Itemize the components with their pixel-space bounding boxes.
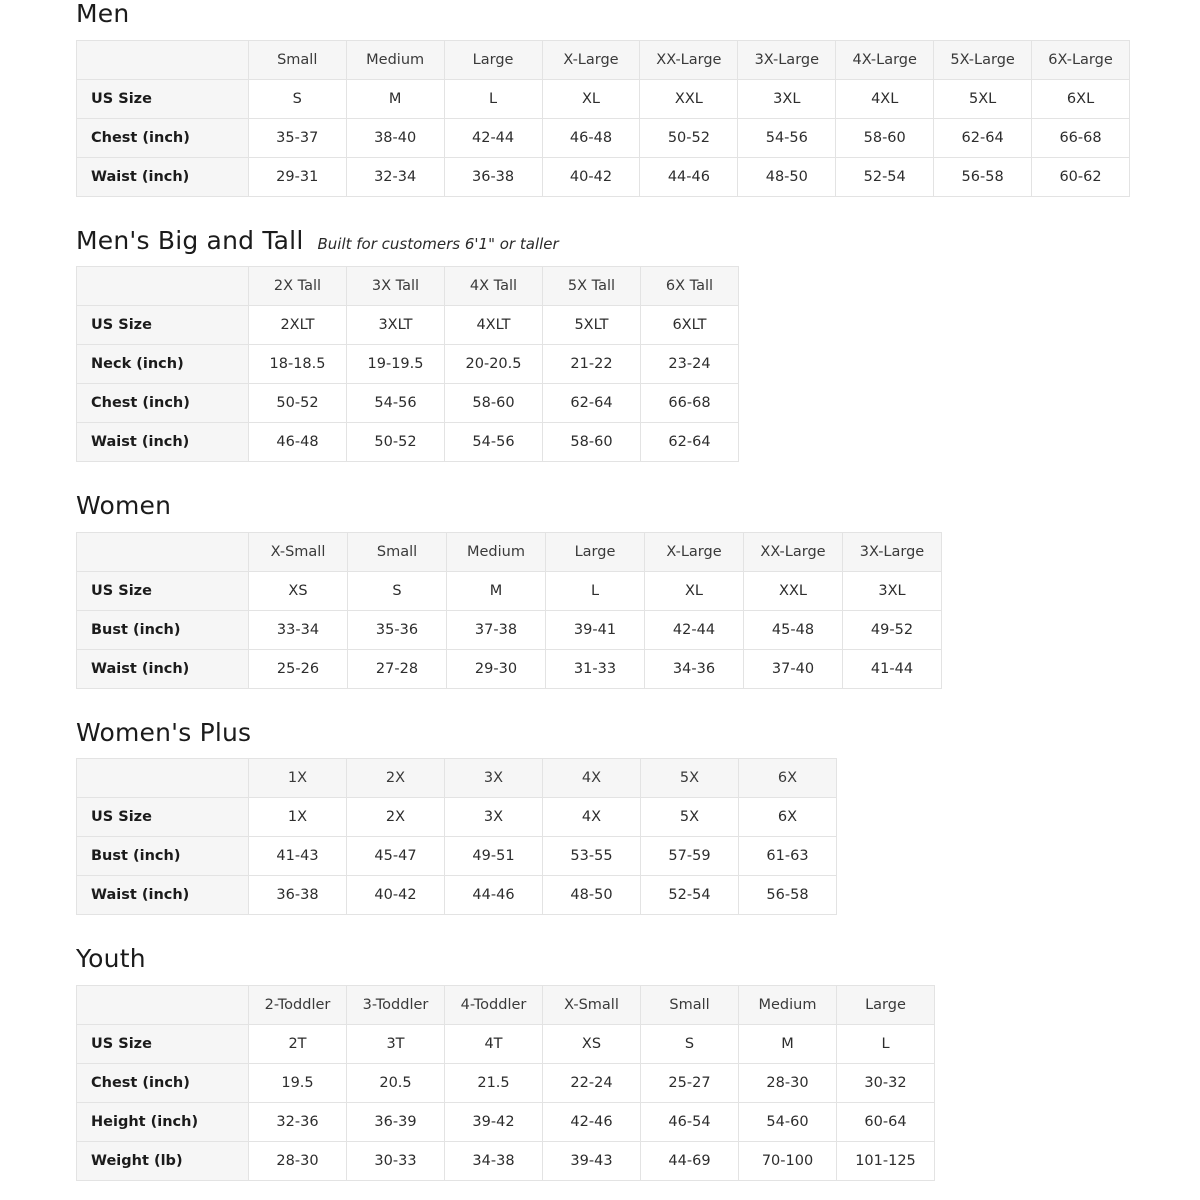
section-title: Women bbox=[76, 491, 172, 520]
table-header-row bbox=[77, 985, 935, 1024]
column-header: 2-Toddler bbox=[249, 985, 347, 1024]
size-table bbox=[76, 40, 1130, 197]
measurement-cell: 53-55 bbox=[543, 837, 641, 876]
table-row bbox=[77, 345, 739, 384]
row-label: Chest (inch) bbox=[77, 118, 249, 157]
measurement-cell: 32-36 bbox=[249, 1102, 347, 1141]
measurement-cell: 61-63 bbox=[739, 837, 837, 876]
measurement-cell: 18-18.5 bbox=[249, 345, 347, 384]
measurement-cell: 34-38 bbox=[445, 1141, 543, 1180]
column-header: 5X-Large bbox=[934, 40, 1032, 79]
table-row bbox=[77, 423, 739, 462]
column-header: X-Small bbox=[543, 985, 641, 1024]
size-table bbox=[76, 266, 739, 462]
section-header bbox=[76, 492, 1130, 520]
measurement-cell: 28-30 bbox=[739, 1063, 837, 1102]
measurement-cell: 30-32 bbox=[837, 1063, 935, 1102]
row-label: Waist (inch) bbox=[77, 649, 249, 688]
measurement-cell: 42-44 bbox=[645, 610, 744, 649]
column-header: 3X-Large bbox=[843, 532, 942, 571]
measurement-cell: XXL bbox=[744, 571, 843, 610]
measurement-cell: 4X bbox=[543, 798, 641, 837]
measurement-cell: 48-50 bbox=[543, 876, 641, 915]
measurement-cell: 36-38 bbox=[249, 876, 347, 915]
column-header: 4X bbox=[543, 759, 641, 798]
measurement-cell: 5XL bbox=[934, 79, 1032, 118]
column-header: X-Large bbox=[542, 40, 640, 79]
measurement-cell: 6XLT bbox=[641, 306, 739, 345]
section-title: Men bbox=[76, 0, 130, 28]
table-corner-cell bbox=[77, 532, 249, 571]
measurement-cell: L bbox=[837, 1024, 935, 1063]
measurement-cell: 49-51 bbox=[445, 837, 543, 876]
table-row bbox=[77, 1141, 935, 1180]
measurement-cell: 54-60 bbox=[739, 1102, 837, 1141]
measurement-cell: 54-56 bbox=[347, 384, 445, 423]
measurement-cell: XL bbox=[645, 571, 744, 610]
table-corner-cell bbox=[77, 40, 249, 79]
table-row bbox=[77, 837, 837, 876]
measurement-cell: M bbox=[739, 1024, 837, 1063]
measurement-cell: 50-52 bbox=[640, 118, 738, 157]
measurement-cell: 46-48 bbox=[542, 118, 640, 157]
column-header: X-Large bbox=[645, 532, 744, 571]
measurement-cell: 31-33 bbox=[546, 649, 645, 688]
row-label: Neck (inch) bbox=[77, 345, 249, 384]
table-row bbox=[77, 306, 739, 345]
column-header: Small bbox=[348, 532, 447, 571]
measurement-cell: 57-59 bbox=[641, 837, 739, 876]
column-header: 4-Toddler bbox=[445, 985, 543, 1024]
measurement-cell: 58-60 bbox=[445, 384, 543, 423]
row-label: US Size bbox=[77, 306, 249, 345]
measurement-cell: 33-34 bbox=[249, 610, 348, 649]
size-table bbox=[76, 985, 935, 1181]
table-header-row bbox=[77, 532, 942, 571]
measurement-cell: 42-46 bbox=[543, 1102, 641, 1141]
measurement-cell: 38-40 bbox=[346, 118, 444, 157]
measurement-cell: 42-44 bbox=[444, 118, 542, 157]
measurement-cell: 50-52 bbox=[347, 423, 445, 462]
size-section bbox=[76, 492, 1130, 689]
measurement-cell: 34-36 bbox=[645, 649, 744, 688]
section-title: Youth bbox=[76, 944, 146, 973]
measurement-cell: 58-60 bbox=[543, 423, 641, 462]
column-header: 6X Tall bbox=[641, 267, 739, 306]
measurement-cell: 40-42 bbox=[347, 876, 445, 915]
measurement-cell: 2X bbox=[347, 798, 445, 837]
table-row bbox=[77, 1102, 935, 1141]
measurement-cell: 56-58 bbox=[739, 876, 837, 915]
measurement-cell: 29-31 bbox=[248, 157, 346, 196]
column-header: Small bbox=[248, 40, 346, 79]
measurement-cell: 4XLT bbox=[445, 306, 543, 345]
measurement-cell: 44-69 bbox=[641, 1141, 739, 1180]
measurement-cell: 58-60 bbox=[836, 118, 934, 157]
measurement-cell: 3T bbox=[347, 1024, 445, 1063]
measurement-cell: 45-47 bbox=[347, 837, 445, 876]
column-header: Medium bbox=[346, 40, 444, 79]
measurement-cell: 50-52 bbox=[249, 384, 347, 423]
table-row bbox=[77, 79, 1130, 118]
column-header: 6X bbox=[739, 759, 837, 798]
column-header: 5X bbox=[641, 759, 739, 798]
table-corner-cell bbox=[77, 267, 249, 306]
measurement-cell: 39-43 bbox=[543, 1141, 641, 1180]
size-section bbox=[76, 0, 1130, 197]
column-header: 3X-Large bbox=[738, 40, 836, 79]
measurement-cell: 2T bbox=[249, 1024, 347, 1063]
column-header: Small bbox=[641, 985, 739, 1024]
measurement-cell: 45-48 bbox=[744, 610, 843, 649]
measurement-cell: 21.5 bbox=[445, 1063, 543, 1102]
measurement-cell: 40-42 bbox=[542, 157, 640, 196]
measurement-cell: 46-54 bbox=[641, 1102, 739, 1141]
size-chart-sections bbox=[76, 0, 1130, 1181]
section-header bbox=[76, 227, 1130, 255]
table-corner-cell bbox=[77, 985, 249, 1024]
measurement-cell: XXL bbox=[640, 79, 738, 118]
row-label: US Size bbox=[77, 79, 249, 118]
row-label: Chest (inch) bbox=[77, 1063, 249, 1102]
table-row bbox=[77, 649, 942, 688]
table-row bbox=[77, 157, 1130, 196]
measurement-cell: 39-42 bbox=[445, 1102, 543, 1141]
measurement-cell: 101-125 bbox=[837, 1141, 935, 1180]
measurement-cell: 6X bbox=[739, 798, 837, 837]
measurement-cell: XL bbox=[542, 79, 640, 118]
row-label: Waist (inch) bbox=[77, 876, 249, 915]
column-header: Medium bbox=[739, 985, 837, 1024]
section-note: Built for customers 6'1" or taller bbox=[317, 234, 559, 253]
table-row bbox=[77, 1024, 935, 1063]
row-label: Waist (inch) bbox=[77, 157, 249, 196]
column-header: 5X Tall bbox=[543, 267, 641, 306]
section-header bbox=[76, 945, 1130, 973]
measurement-cell: L bbox=[546, 571, 645, 610]
measurement-cell: 3X bbox=[445, 798, 543, 837]
measurement-cell: XS bbox=[543, 1024, 641, 1063]
table-header-row bbox=[77, 267, 739, 306]
measurement-cell: 28-30 bbox=[249, 1141, 347, 1180]
measurement-cell: XS bbox=[249, 571, 348, 610]
measurement-cell: 48-50 bbox=[738, 157, 836, 196]
measurement-cell: 70-100 bbox=[739, 1141, 837, 1180]
measurement-cell: S bbox=[641, 1024, 739, 1063]
measurement-cell: 35-37 bbox=[248, 118, 346, 157]
measurement-cell: 39-41 bbox=[546, 610, 645, 649]
table-row bbox=[77, 798, 837, 837]
measurement-cell: 60-64 bbox=[837, 1102, 935, 1141]
measurement-cell: 36-38 bbox=[444, 157, 542, 196]
measurement-cell: S bbox=[348, 571, 447, 610]
table-header-row bbox=[77, 40, 1130, 79]
measurement-cell: 37-38 bbox=[447, 610, 546, 649]
table-corner-cell bbox=[77, 759, 249, 798]
measurement-cell: 3XLT bbox=[347, 306, 445, 345]
measurement-cell: M bbox=[346, 79, 444, 118]
measurement-cell: 66-68 bbox=[1032, 118, 1130, 157]
size-table bbox=[76, 758, 837, 915]
measurement-cell: 21-22 bbox=[543, 345, 641, 384]
measurement-cell: 5X bbox=[641, 798, 739, 837]
row-label: Weight (lb) bbox=[77, 1141, 249, 1180]
measurement-cell: 30-33 bbox=[347, 1141, 445, 1180]
measurement-cell: 41-43 bbox=[249, 837, 347, 876]
measurement-cell: 54-56 bbox=[445, 423, 543, 462]
column-header: XX-Large bbox=[744, 532, 843, 571]
measurement-cell: 20-20.5 bbox=[445, 345, 543, 384]
column-header: 3X bbox=[445, 759, 543, 798]
row-label: Chest (inch) bbox=[77, 384, 249, 423]
measurement-cell: 52-54 bbox=[641, 876, 739, 915]
measurement-cell: 62-64 bbox=[934, 118, 1032, 157]
section-header bbox=[76, 0, 1130, 28]
section-title: Men's Big and Tall bbox=[76, 225, 304, 255]
measurement-cell: 37-40 bbox=[744, 649, 843, 688]
section-title: Women's Plus bbox=[76, 717, 252, 747]
measurement-cell: 3XL bbox=[738, 79, 836, 118]
measurement-cell: 52-54 bbox=[836, 157, 934, 196]
table-row bbox=[77, 876, 837, 915]
column-header: Large bbox=[837, 985, 935, 1024]
measurement-cell: 49-52 bbox=[843, 610, 942, 649]
column-header: Large bbox=[546, 532, 645, 571]
measurement-cell: 20.5 bbox=[347, 1063, 445, 1102]
measurement-cell: 44-46 bbox=[640, 157, 738, 196]
measurement-cell: 1X bbox=[249, 798, 347, 837]
measurement-cell: 5XLT bbox=[543, 306, 641, 345]
measurement-cell: 56-58 bbox=[934, 157, 1032, 196]
measurement-cell: 6XL bbox=[1032, 79, 1130, 118]
measurement-cell: 66-68 bbox=[641, 384, 739, 423]
table-row bbox=[77, 571, 942, 610]
column-header: X-Small bbox=[249, 532, 348, 571]
measurement-cell: 25-26 bbox=[249, 649, 348, 688]
measurement-cell: 60-62 bbox=[1032, 157, 1130, 196]
row-label: Waist (inch) bbox=[77, 423, 249, 462]
column-header: 4X Tall bbox=[445, 267, 543, 306]
column-header: 1X bbox=[249, 759, 347, 798]
measurement-cell: 2XLT bbox=[249, 306, 347, 345]
column-header: 6X-Large bbox=[1032, 40, 1130, 79]
measurement-cell: L bbox=[444, 79, 542, 118]
measurement-cell: 19-19.5 bbox=[347, 345, 445, 384]
column-header: 3X Tall bbox=[347, 267, 445, 306]
size-section bbox=[76, 945, 1130, 1181]
measurement-cell: 44-46 bbox=[445, 876, 543, 915]
section-header bbox=[76, 719, 1130, 747]
measurement-cell: 41-44 bbox=[843, 649, 942, 688]
measurement-cell: 22-24 bbox=[543, 1063, 641, 1102]
measurement-cell: 62-64 bbox=[641, 423, 739, 462]
measurement-cell: 25-27 bbox=[641, 1063, 739, 1102]
measurement-cell: S bbox=[248, 79, 346, 118]
column-header: Medium bbox=[447, 532, 546, 571]
column-header: 2X Tall bbox=[249, 267, 347, 306]
measurement-cell: 23-24 bbox=[641, 345, 739, 384]
column-header: XX-Large bbox=[640, 40, 738, 79]
measurement-cell: 32-34 bbox=[346, 157, 444, 196]
row-label: US Size bbox=[77, 571, 249, 610]
table-row bbox=[77, 118, 1130, 157]
column-header: 3-Toddler bbox=[347, 985, 445, 1024]
column-header: 2X bbox=[347, 759, 445, 798]
measurement-cell: 46-48 bbox=[249, 423, 347, 462]
row-label: Bust (inch) bbox=[77, 837, 249, 876]
table-row bbox=[77, 1063, 935, 1102]
row-label: US Size bbox=[77, 1024, 249, 1063]
measurement-cell: 36-39 bbox=[347, 1102, 445, 1141]
size-section bbox=[76, 719, 1130, 916]
measurement-cell: 29-30 bbox=[447, 649, 546, 688]
table-header-row bbox=[77, 759, 837, 798]
measurement-cell: 4XL bbox=[836, 79, 934, 118]
size-table bbox=[76, 532, 942, 689]
column-header: 4X-Large bbox=[836, 40, 934, 79]
measurement-cell: 62-64 bbox=[543, 384, 641, 423]
measurement-cell: M bbox=[447, 571, 546, 610]
size-section bbox=[76, 227, 1130, 463]
row-label: Bust (inch) bbox=[77, 610, 249, 649]
table-row bbox=[77, 384, 739, 423]
row-label: US Size bbox=[77, 798, 249, 837]
measurement-cell: 27-28 bbox=[348, 649, 447, 688]
measurement-cell: 19.5 bbox=[249, 1063, 347, 1102]
table-row bbox=[77, 610, 942, 649]
row-label: Height (inch) bbox=[77, 1102, 249, 1141]
measurement-cell: 54-56 bbox=[738, 118, 836, 157]
column-header: Large bbox=[444, 40, 542, 79]
measurement-cell: 35-36 bbox=[348, 610, 447, 649]
measurement-cell: 4T bbox=[445, 1024, 543, 1063]
measurement-cell: 3XL bbox=[843, 571, 942, 610]
